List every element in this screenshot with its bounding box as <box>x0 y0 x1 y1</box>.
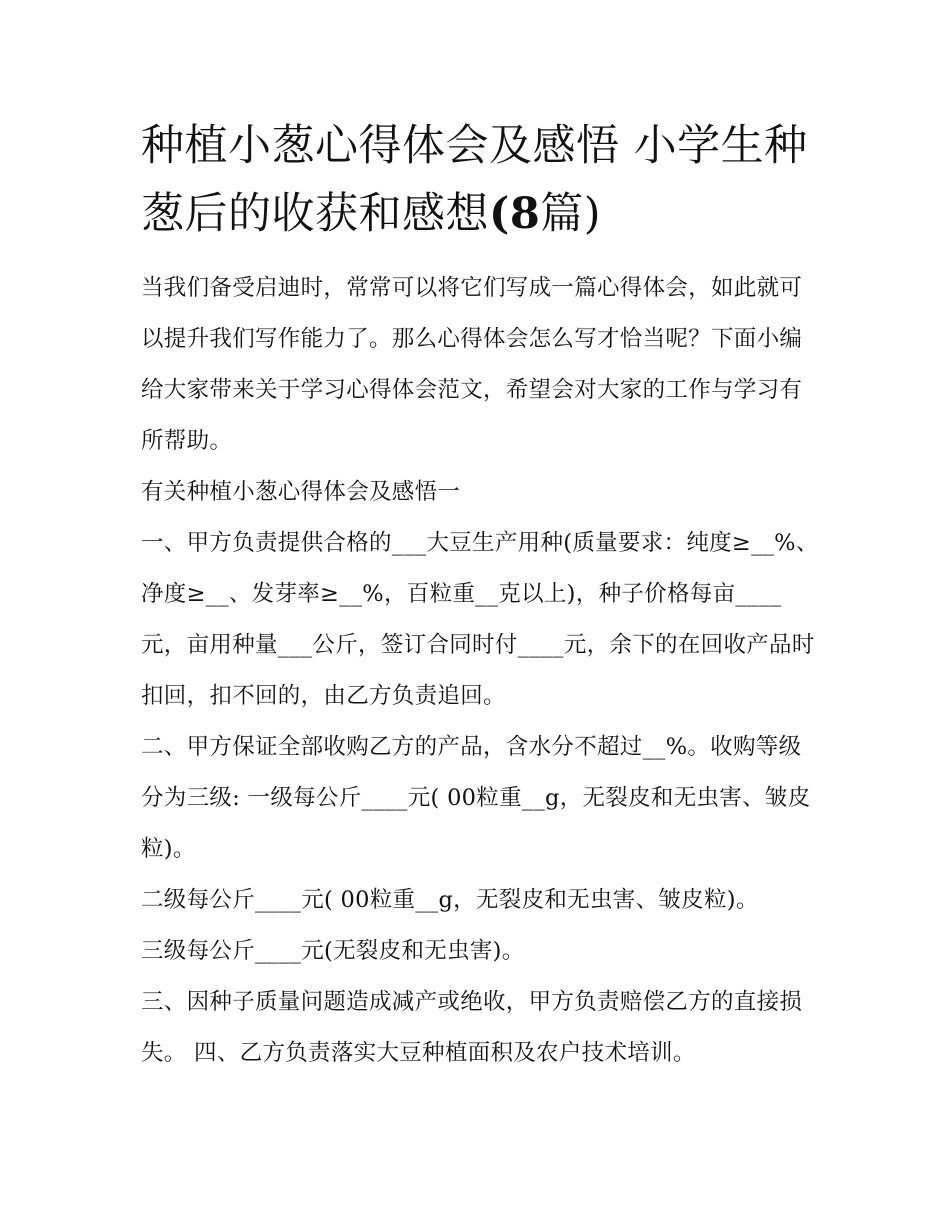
document-title: 种植小葱心得体会及感悟 小学生种葱后的收获和感想(8篇) <box>141 121 808 239</box>
intro-paragraph: 当我们备受启迪时，常常可以将它们写成一篇心得体会，如此就可以提升我们写作能力了。那么心得体会怎么写才恰当呢？下面小编给大家带来关于学习心得体会范文，希望会对大家的工作与学习有所帮助。 <box>141 275 803 454</box>
clause-two: 二、甲方保证全部收购乙方的产品，含水分不超过__%。收购等级分为三级: 一级每公斤____元( 00粒重__g，无裂皮和无虫害、皱皮粒)。 <box>141 734 811 862</box>
section-heading: 有关种植小葱心得体会及感悟一 <box>141 479 461 505</box>
grade-three-line: 三级每公斤____元(无裂皮和无虫害)。 <box>141 938 525 964</box>
document-page <box>141 112 821 1079</box>
clause-one: 一、甲方负责提供合格的___大豆生产用种(质量要求：纯度≥__%、净度≥__、发芽率≥__%，百粒重__克以上)，种子价格每亩____元，亩用种量___公斤，签订合同时付____元，余下的在回收产品时扣回，扣不回的，由乙方负责追回。 <box>141 530 819 709</box>
clause-three-four: 三、因种子质量问题造成减产或绝收，甲方负责赔偿乙方的直接损失。 四、乙方负责落实大豆种植面积及农户技术培训。 <box>141 989 803 1066</box>
document-body <box>141 263 821 1079</box>
grade-two-line: 二级每公斤____元( 00粒重__g，无裂皮和无虫害、皱皮粒)。 <box>141 887 759 913</box>
